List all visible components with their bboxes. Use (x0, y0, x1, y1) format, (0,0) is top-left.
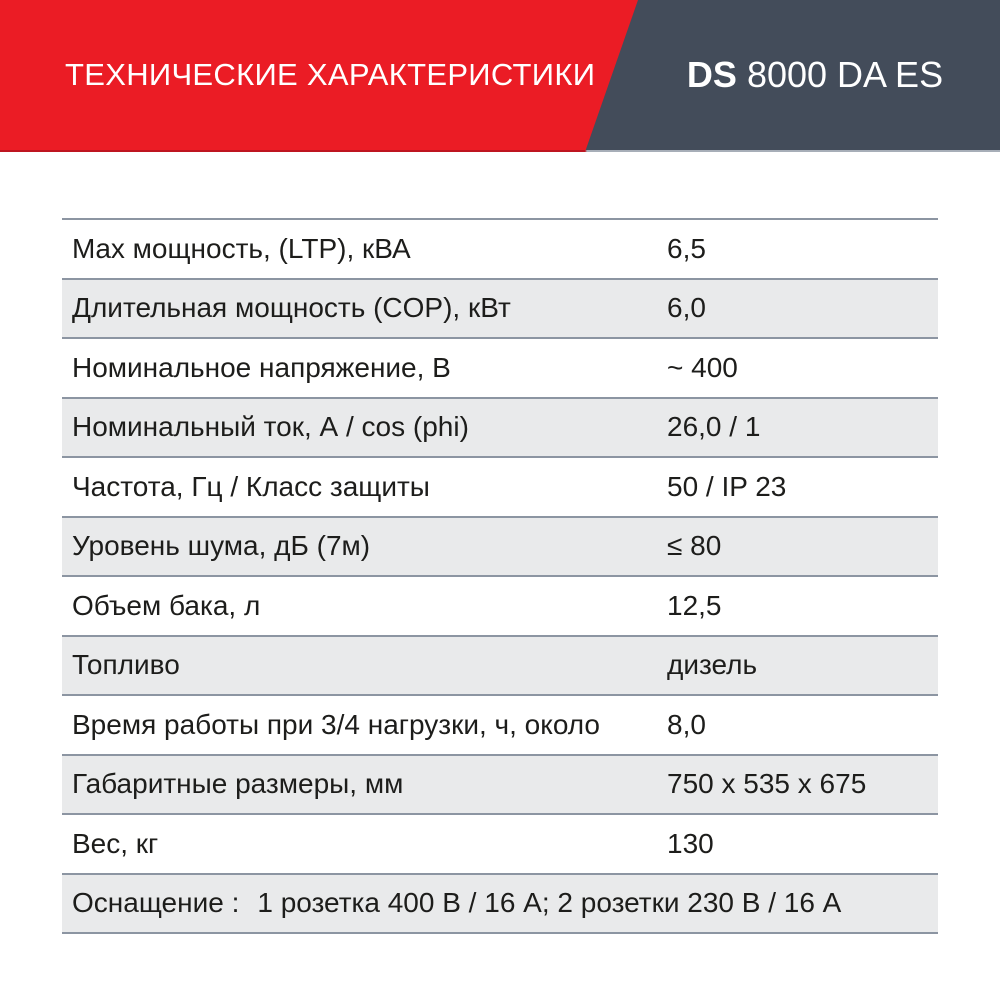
table-row (62, 397, 938, 457)
spec-value: 6,0 (667, 292, 706, 324)
spec-value: 50 / IP 23 (667, 470, 787, 502)
model-brand: DS (686, 54, 737, 95)
spec-value: 750 x 535 x 675 (667, 768, 867, 800)
spec-value: ≤ 80 (667, 530, 722, 562)
table-row (62, 575, 938, 635)
page-title: ТЕХНИЧЕСКИЕ ХАРАКТЕРИСТИКИ (65, 57, 596, 92)
spec-value: 8,0 (667, 708, 706, 740)
table-row (62, 337, 938, 397)
spec-table (62, 218, 938, 934)
spec-value: 26,0 / 1 (667, 411, 761, 443)
equipment-label: Оснащение : (72, 887, 240, 919)
banner-bottom-edge (0, 150, 1000, 152)
header-banner (0, 0, 1000, 152)
spec-value: 130 (667, 827, 714, 859)
table-row (62, 813, 938, 873)
spec-label: Топливо (72, 649, 180, 681)
spec-value: 6,5 (667, 232, 706, 264)
spec-label: Частота, Гц / Класс защиты (72, 470, 430, 502)
spec-value: дизель (667, 649, 758, 681)
spec-label: Вес, кг (72, 827, 159, 859)
spec-label: Объем бака, л (72, 589, 261, 621)
model-name (630, 0, 1000, 150)
model-number: 8000 DA ES (746, 54, 944, 95)
spec-value: 12,5 (667, 589, 722, 621)
equipment-value: 1 розетка 400 В / 16 А; 2 розетки 230 В / 16 А (257, 887, 842, 919)
table-row (62, 278, 938, 338)
table-row (62, 516, 938, 576)
table-row (62, 694, 938, 754)
table-row (62, 456, 938, 516)
spec-label: Номинальное напряжение, В (72, 351, 451, 383)
equipment-row (62, 873, 938, 933)
spec-label: Max мощность, (LTP), кВА (72, 232, 411, 264)
spec-label: Номинальный ток, А / cos (phi) (72, 411, 469, 443)
table-row (62, 635, 938, 695)
spec-label: Время работы при 3/4 нагрузки, ч, около (72, 708, 600, 740)
table-row (62, 218, 938, 278)
spec-value: ~ 400 (667, 351, 738, 383)
table-row (62, 754, 938, 814)
spec-label: Длительная мощность (COP), кВт (72, 292, 511, 324)
spec-label: Уровень шума, дБ (7м) (72, 530, 371, 562)
spec-label: Габаритные размеры, мм (72, 768, 404, 800)
